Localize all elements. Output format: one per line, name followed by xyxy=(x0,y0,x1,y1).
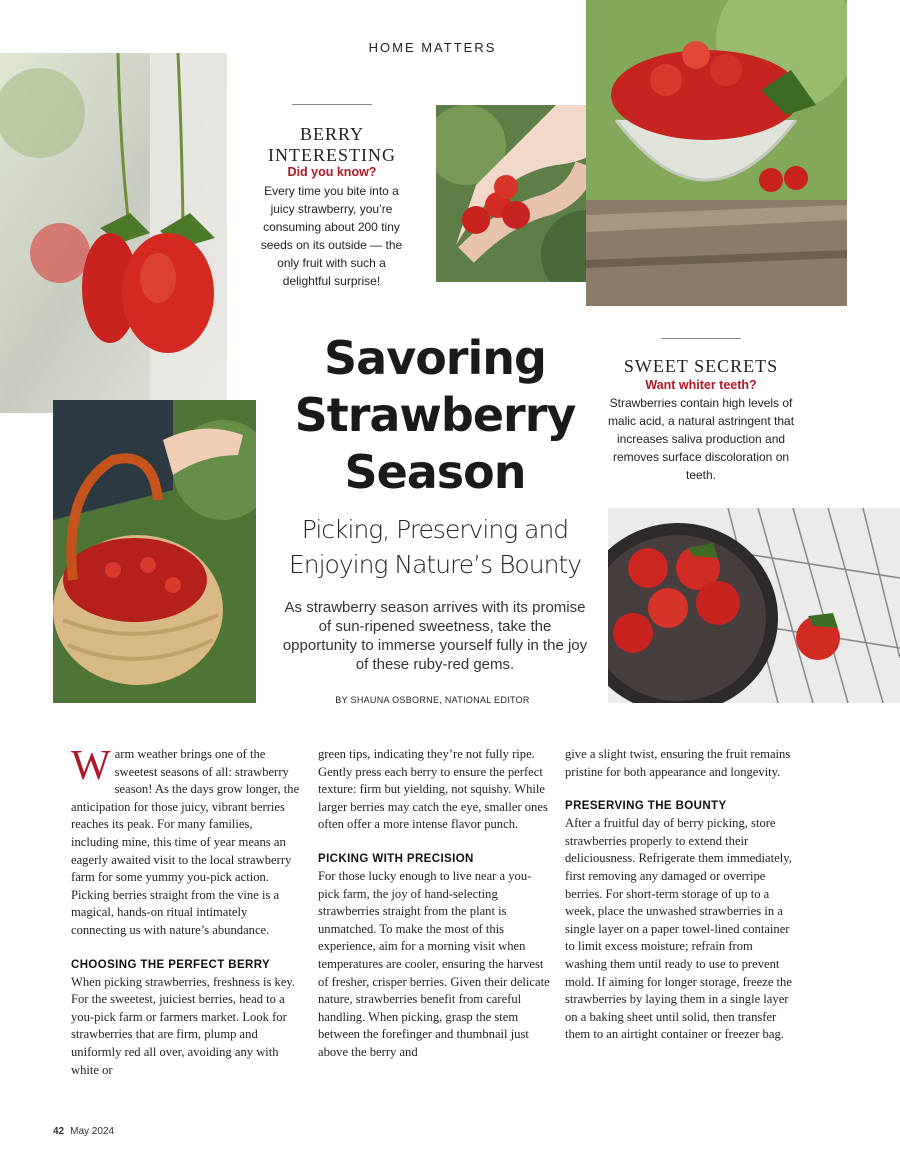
section-heading: PRESERVING THE BOUNTY xyxy=(565,800,727,813)
bowl-of-strawberries-photo xyxy=(608,508,900,703)
article-column-3 xyxy=(565,746,797,1044)
intro-text: arm weather brings one of the sweetest seasons of all: strawberry season! As the days grow longer, the anticipation for those juicy, vibrant berries reaches its peak. For many families, including mine, this time of year means an eagerly awaited visit to the local strawberry farm for some yummy you-pick action. Picking berries straight from the vine is a magical, hands-on ritual intimately connecting us with nature’s abundance. xyxy=(71,747,300,937)
headline-line: Savoring xyxy=(324,331,546,385)
sidebar-title xyxy=(262,124,402,166)
colander-strawberries-photo xyxy=(586,0,847,306)
page-footer xyxy=(53,1126,114,1137)
sidebar-title-line: INTERESTING xyxy=(268,145,396,165)
section-heading: PICKING WITH PRECISION xyxy=(318,852,474,865)
headline xyxy=(280,330,590,501)
basket-of-strawberries-photo xyxy=(53,400,256,703)
sidebar-title-line: BERRY xyxy=(299,124,365,144)
sidebar-body: Strawberries contain high levels of malic acid, a natural astringent that increases saliva production and removes surface discoloration on teeth. xyxy=(607,396,795,482)
byline: BY SHAUNA OSBORNE, NATIONAL EDITOR xyxy=(335,695,530,705)
paragraph: For those lucky enough to live near a you-pick farm, the joy of hand-selecting strawberries straight from the plant is unmatched. To make the most of this experience, aim for a morning visit when temperatures are cooler, ensuring the harvest of fresher, crisper berries. Given their delicate nature, strawberries benefit from careful handling. When picking, grasp the stem between the forefinger and thumbnail just above the berry and xyxy=(318,868,550,1059)
dropcap: W xyxy=(71,743,111,789)
article-column-2 xyxy=(318,746,550,1062)
paragraph: green tips, indicating they’re not fully ripe. Gently press each berry to ensure the perfect texture: firm but yielding, not squishy. While larger berries may catch the eye, smaller ones often offer a more intense flavor punch. xyxy=(318,747,548,832)
sidebar-subtitle: Want whiter teeth? xyxy=(645,378,757,392)
article-column-1 xyxy=(71,743,303,1079)
page-number: 42 xyxy=(53,1126,65,1137)
sidebar-rule xyxy=(292,104,372,105)
sidebar-rule xyxy=(661,338,741,339)
subheadline-line: Picking, Preserving and xyxy=(301,515,569,544)
sidebar-subtitle: Did you know? xyxy=(287,165,377,179)
sidebar-title: SWEET SECRETS xyxy=(623,356,779,376)
subheadline xyxy=(270,512,600,582)
sidebar-body: Every time you bite into a juicy strawberry, you’re consuming about 200 tiny seeds on its outside — the only fruit with such a delightful surprise! xyxy=(260,184,403,288)
dek: As strawberry season arrives with its promise of sun-ripened sweetness, take the opportunity to immerse yourself fully in the joy of these ruby-red gems. xyxy=(282,599,588,673)
article-intro xyxy=(71,743,303,940)
hanging-strawberries-photo xyxy=(0,53,227,413)
subheadline-line: Enjoying Nature’s Bounty xyxy=(288,550,582,579)
headline-line: Season xyxy=(344,445,526,499)
paragraph: give a slight twist, ensuring the fruit remains pristine for both appearance and longevity. xyxy=(565,747,791,779)
paragraph: When picking strawberries, freshness is key. For the sweetest, juiciest berries, head to a you-pick farm or farmers market. Look for strawberries that are firm, plump and uniformly red all over, avoiding any with white or xyxy=(71,974,296,1077)
section-heading: CHOOSING THE PERFECT BERRY xyxy=(71,958,271,971)
section-label: HOME MATTERS xyxy=(368,40,497,55)
paragraph: After a fruitful day of berry picking, store strawberries properly to extend their deliciousness. Refrigerate them immediately, first removing any damaged or overripe berries. For short-term storage of up to a week, place the unwashed strawberries in a single layer on a paper towel-lined container to limit excess moisture; refrain from washing them until ready to use to prevent mold. If aiming for longer storage, freeze the strawberries by laying them in a single layer on a baking sheet until solid, then transfer them to an airtight container or freezer bag. xyxy=(565,816,792,1042)
headline-line: Strawberry xyxy=(294,388,576,442)
issue-date: May 2024 xyxy=(70,1126,115,1137)
